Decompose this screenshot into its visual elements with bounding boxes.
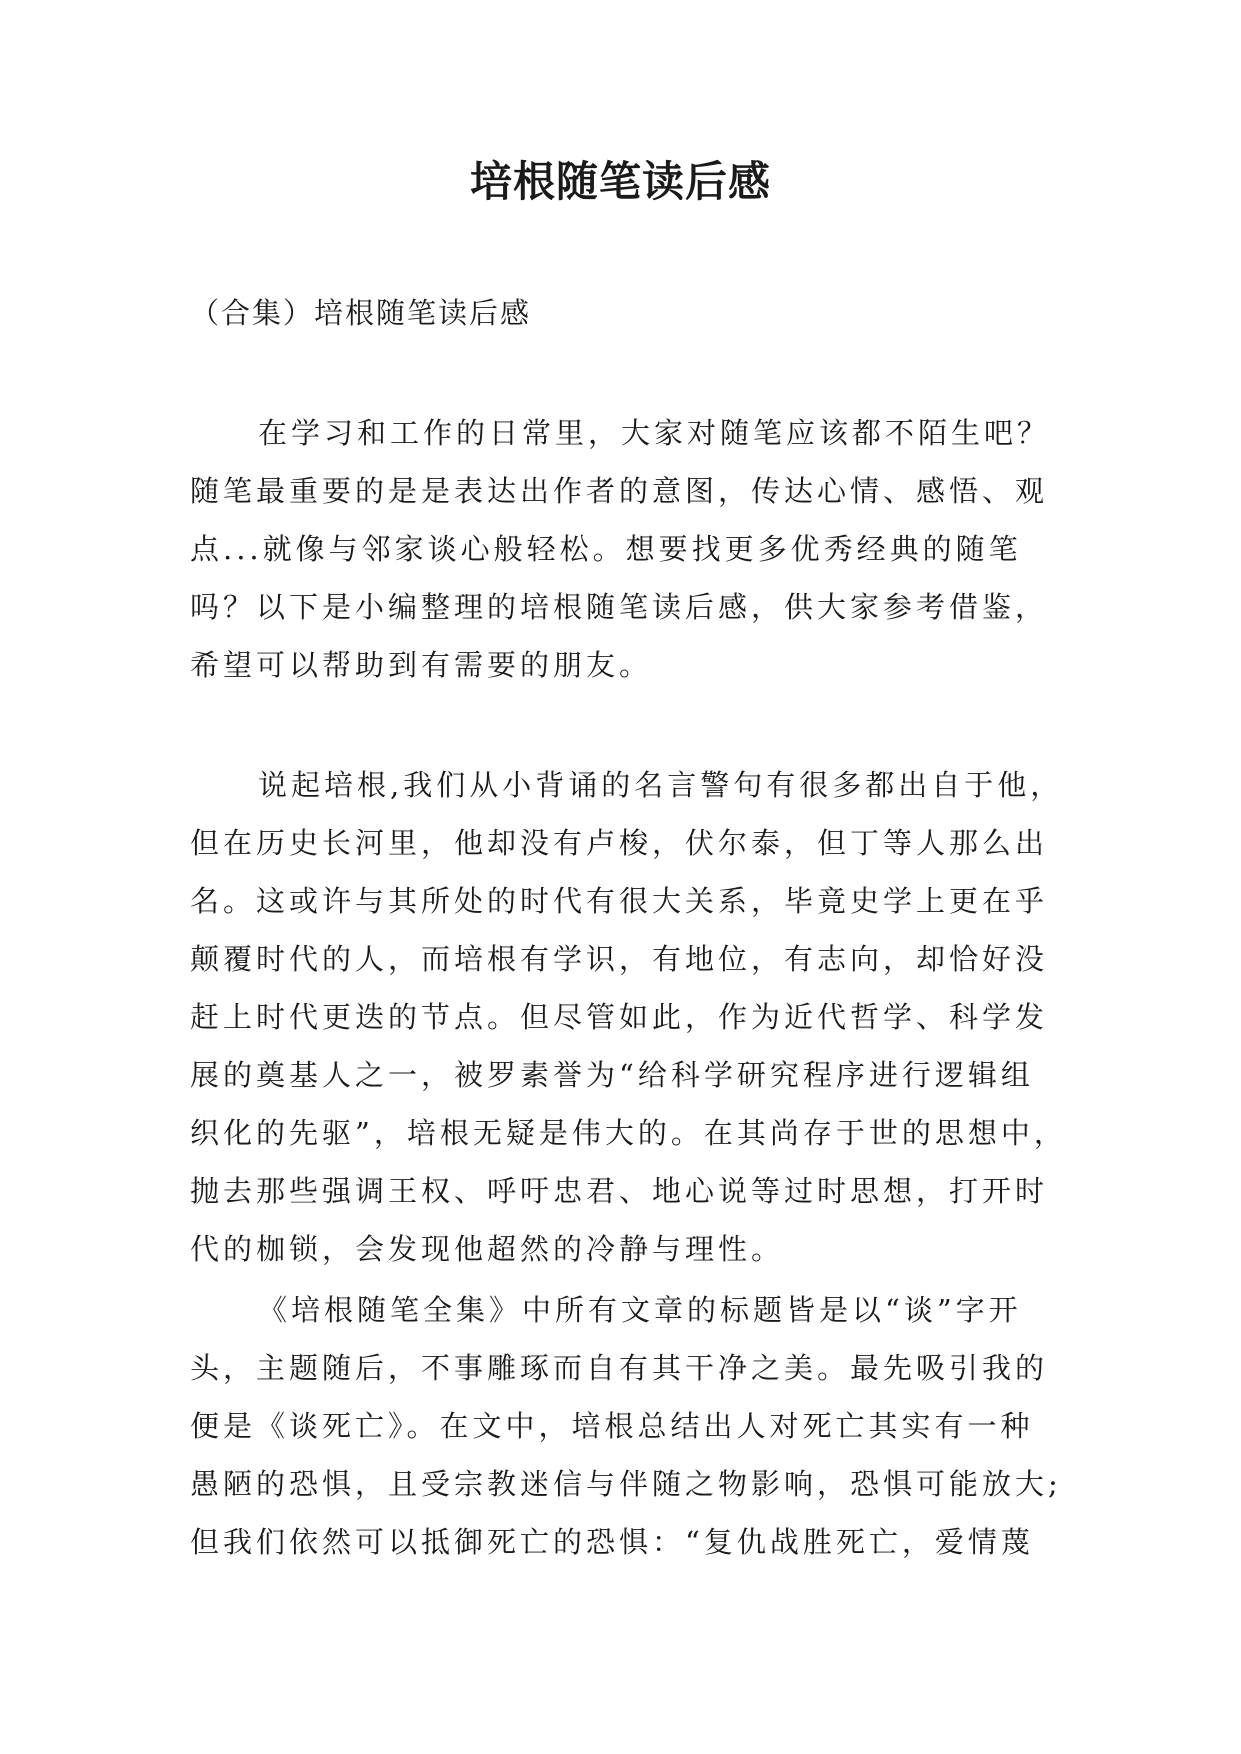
document-title: 培根随笔读后感 [469,157,771,206]
paragraph-line: 点...就像与邻家谈心般轻松。想要找更多优秀经典的随笔 [190,532,1022,566]
paragraph-line: 织化的先驱”，培根无疑是伟大的。在其尚存于世的思想中， [190,1116,1067,1150]
document-subtitle: （合集）培根随笔读后感 [190,296,532,330]
paragraph-line: 愚陋的恐惧，且受宗教迷信与伴随之物影响，恐惧可能放大; [190,1467,1062,1501]
paragraph-line: 《培根随笔全集》中所有文章的标题皆是以“谈”字开 [258,1293,1022,1327]
paragraph-line: 随笔最重要的是是表达出作者的意图，传达心情、感悟、观 [190,474,1049,508]
paragraph-line: 展的奠基人之一，被罗素誉为“给科学研究程序进行逻辑组 [190,1058,1034,1092]
paragraph-line: 但在历史长河里，他却没有卢梭，伏尔泰，但丁等人那么出 [190,826,1049,860]
paragraph-line: 颠覆时代的人，而培根有学识，有地位，有志向，却恰好没 [190,942,1049,976]
paragraph-line: 说起培根,我们从小背诵的名言警句有很多都出自于他， [258,768,1064,802]
paragraph-line: 在学习和工作的日常里，大家对随笔应该都不陌生吧？ [258,416,1051,450]
paragraph-line: 吗？以下是小编整理的培根随笔读后感，供大家参考借鉴， [190,590,1049,624]
paragraph-line: 代的枷锁，会发现他超然的冷静与理性。 [190,1232,785,1266]
paragraph-bacon-history [190,756,1070,1278]
paragraph-line: 抛去那些强调王权、呼吁忠君、地心说等过时思想，打开时 [190,1174,1049,1208]
paragraph-essays [190,1281,1070,1571]
paragraph-line: 头，主题随后，不事雕琢而自有其干净之美。最先吸引我的 [190,1351,1049,1385]
paragraph-line: 名。这或许与其所处的时代有很大关系，毕竟史学上更在乎 [190,884,1049,918]
paragraph-line: 希望可以帮助到有需要的朋友。 [190,648,653,682]
paragraph-line: 但我们依然可以抵御死亡的恐惧：“复仇战胜死亡，爱情蔑 [190,1525,1034,1559]
paragraph-line: 赶上时代更迭的节点。但尽管如此，作为近代哲学、科学发 [190,1000,1049,1034]
paragraph-line: 便是《谈死亡》。在文中，培根总结出人对死亡其实有一种 [190,1409,1034,1443]
paragraph-intro [190,404,1070,694]
